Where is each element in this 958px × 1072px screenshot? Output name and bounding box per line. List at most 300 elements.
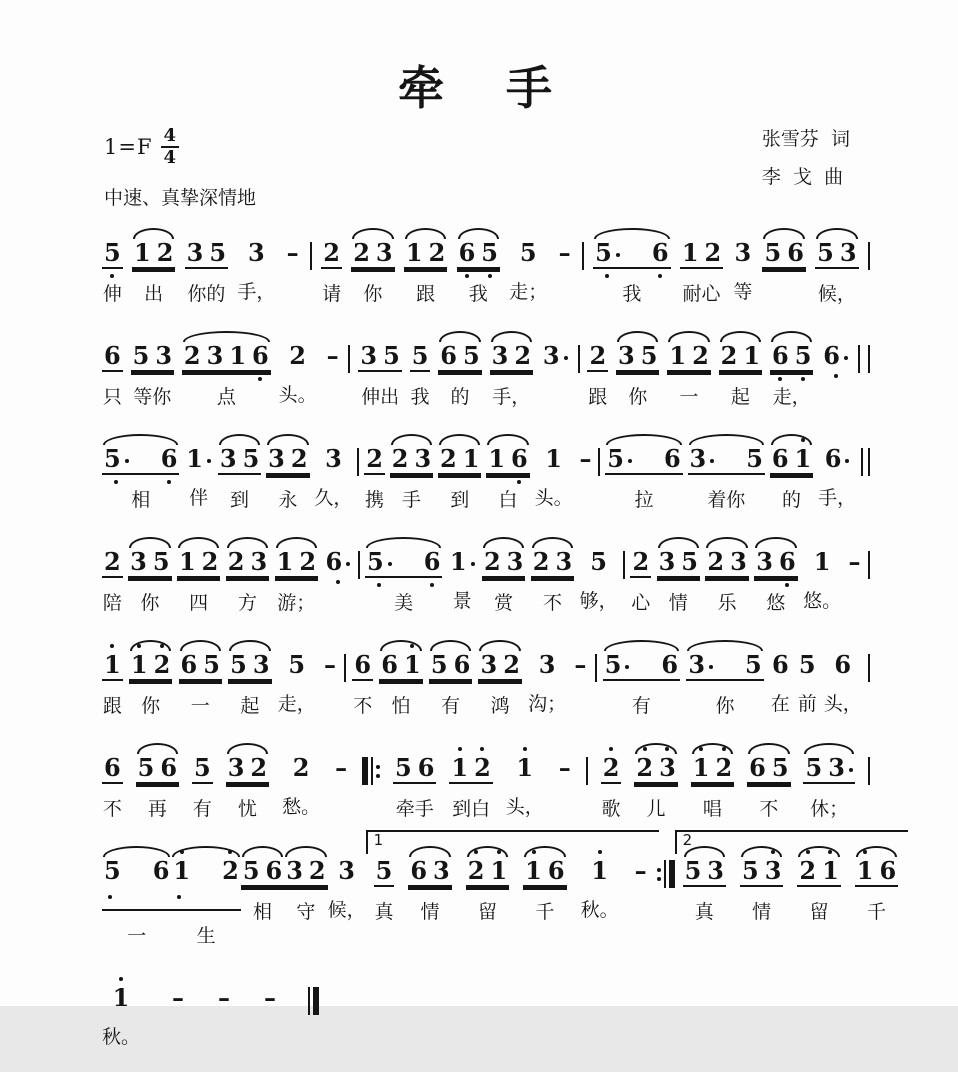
note-digit: 2: [483, 547, 501, 576]
lyric-syllable: 休；: [810, 798, 849, 820]
lyric-syllable: 耐心: [682, 283, 721, 305]
note-digit: 6: [104, 341, 121, 370]
note-beam: [740, 856, 783, 887]
note-group: [102, 432, 179, 512]
note-group: [325, 329, 341, 404]
note: [822, 856, 839, 885]
lyric-syllable: 伴: [189, 487, 209, 509]
note-beam: [588, 547, 609, 576]
volta-number: 2: [682, 831, 693, 849]
note-group: [333, 741, 349, 816]
note-group: [102, 329, 123, 409]
octave-dot-above: [458, 747, 462, 751]
note: [178, 547, 196, 576]
song-title: 牵 手: [398, 61, 560, 115]
lyric-syllable: 起: [240, 695, 260, 717]
note: [634, 856, 647, 885]
note-digit: 1: [104, 650, 121, 679]
note-beam: [438, 341, 481, 372]
note: [828, 753, 853, 782]
note: [555, 547, 573, 576]
note-beam: [514, 753, 535, 782]
note-digit: 5: [137, 753, 155, 782]
note-group: [352, 638, 373, 718]
note: [547, 856, 565, 885]
note: [209, 238, 227, 267]
note-digit: 5: [681, 547, 698, 576]
note-group: [102, 844, 171, 948]
note-digit: 3: [506, 547, 524, 576]
note-group: [762, 226, 805, 303]
note: [692, 341, 709, 370]
note-beam: [129, 650, 172, 681]
octave-dot-below: [785, 583, 789, 587]
lyric-syllable: 不: [759, 798, 779, 820]
note: [681, 547, 698, 576]
note: [112, 983, 130, 1012]
note-digit: 2: [353, 238, 370, 267]
note-digit: 2: [183, 341, 201, 370]
note-group: [275, 535, 318, 615]
note: [715, 753, 733, 782]
lyric-syllable: 到: [450, 489, 470, 511]
note-group: [278, 638, 316, 716]
note-group: [719, 329, 762, 409]
note: [130, 650, 148, 679]
music-system-4: [102, 535, 870, 615]
note-digit: 5: [741, 856, 759, 885]
octave-dot-above: [801, 438, 805, 442]
note: [856, 856, 874, 885]
augmentation-dot: [177, 895, 181, 899]
note: [104, 753, 121, 782]
note-beam: [246, 238, 267, 267]
note-digit: 5: [203, 650, 220, 679]
note: [290, 444, 308, 473]
lyric-syllable: 有: [192, 798, 212, 820]
augmentation-dot: [125, 459, 129, 463]
octave-dot-above: [497, 850, 501, 854]
augmentation-dot: [346, 562, 350, 566]
lyric-syllable: 陪: [102, 592, 122, 614]
note-digit: 1: [186, 444, 203, 473]
lyric-syllable: 一: [679, 386, 699, 408]
note-digit: 3: [689, 444, 707, 473]
note-group: [102, 741, 123, 821]
note-digit: 3: [130, 547, 147, 576]
note: [771, 341, 789, 370]
note-digit: 5: [771, 753, 789, 782]
note: [823, 341, 848, 370]
note-beam: [541, 341, 570, 370]
note-digit: 2: [720, 341, 738, 370]
note: [242, 856, 260, 885]
note-digit: 5: [607, 444, 624, 473]
note: [366, 547, 392, 576]
lyric-syllable: [562, 792, 568, 816]
note: [160, 753, 178, 782]
note: [375, 238, 393, 267]
lyricist-credit: 张雪芬 词: [761, 128, 850, 150]
octave-dot-above: [523, 747, 527, 751]
note-digit: 6: [325, 547, 343, 576]
note-beam: [601, 753, 622, 784]
note-group: [630, 535, 651, 615]
note-beam: [291, 753, 312, 782]
note: [681, 238, 699, 267]
augmentation-dot: [849, 768, 853, 772]
note-group: [824, 638, 862, 716]
note: [104, 547, 121, 576]
lyric-syllable: 点: [216, 386, 236, 408]
note-beam: [537, 650, 558, 679]
octave-dot-above: [665, 747, 669, 751]
note-beam: [691, 753, 734, 784]
octave-dot-below: [801, 377, 805, 381]
note-group: [449, 741, 492, 821]
note: [286, 238, 299, 267]
note-beam: [365, 547, 442, 578]
note-group: [393, 741, 436, 821]
note-digit: 6: [771, 341, 789, 370]
note-group: [581, 844, 619, 924]
note-digit: 1: [178, 547, 196, 576]
note-digit: 5: [132, 341, 150, 370]
note: [423, 547, 441, 576]
note: [354, 650, 372, 679]
lyric-syllable: 你的: [187, 283, 226, 305]
note-digit: 6: [381, 650, 398, 679]
volta-number: 1: [373, 831, 384, 849]
note: [659, 753, 676, 782]
note-digit: 6: [824, 444, 842, 473]
lyric-syllable: 美: [394, 592, 414, 614]
note-digit: 3: [414, 444, 432, 473]
note: [248, 238, 265, 267]
note-digit: 3: [555, 547, 573, 576]
octave-dot-above: [806, 850, 810, 854]
note: [745, 650, 762, 679]
lyric-syllable: 不: [102, 798, 122, 820]
octave-dot-below: [834, 374, 838, 378]
note: [173, 856, 191, 907]
note-group: [323, 535, 352, 610]
note-digit: 3: [542, 341, 560, 370]
note-group: [266, 432, 309, 512]
note-digit: 5: [411, 341, 429, 370]
note: [848, 547, 861, 576]
notation-systems: [102, 226, 897, 1072]
note-digit: 2: [391, 444, 409, 473]
note-beam: [192, 753, 213, 784]
note-digit: 6: [834, 650, 852, 679]
note-digit: 1: [488, 444, 506, 473]
note-group: [216, 971, 232, 1046]
note-beam: [543, 444, 564, 473]
note: [252, 341, 269, 370]
note-digit: 3: [286, 856, 303, 885]
note: [636, 753, 654, 782]
lyric-syllable: [327, 689, 333, 713]
volta-bracket-1: [366, 831, 657, 924]
note-digit: 6: [511, 444, 528, 473]
lyric-syllable: 候，: [817, 283, 856, 305]
note: [430, 650, 448, 679]
lyric-syllable: [338, 792, 344, 816]
note-group: [770, 432, 813, 512]
note-beam: [131, 341, 174, 372]
lyric-syllable: 一: [127, 925, 147, 947]
barline: [623, 551, 625, 579]
repeat-begin-sign: [362, 757, 380, 785]
note-beam: [605, 444, 682, 475]
note-group: [237, 226, 275, 304]
note-beam: [754, 547, 797, 578]
note-beam: [797, 856, 840, 887]
note-digit: 3: [206, 341, 224, 370]
note-group: [691, 741, 734, 821]
note-beam: [733, 238, 754, 267]
note-digit: –: [286, 238, 299, 267]
note-group: [683, 844, 726, 924]
note-group: [506, 741, 544, 819]
note: [325, 444, 342, 473]
lyric-syllable: 你: [628, 386, 648, 408]
note: [227, 753, 245, 782]
note: [663, 444, 681, 473]
note: [153, 650, 171, 679]
octave-dot-above: [722, 747, 726, 751]
note: [591, 856, 608, 885]
lyric-syllable: 着你: [707, 489, 746, 511]
note-digit: 5: [519, 238, 537, 267]
note: [542, 341, 568, 370]
note-digit: 5: [481, 238, 498, 267]
note-beam: [589, 856, 610, 885]
note-digit: 5: [104, 238, 121, 267]
note: [545, 444, 562, 473]
note-beam: [633, 856, 649, 885]
note: [104, 856, 121, 907]
note-beam: [449, 753, 492, 784]
note-beam: [832, 650, 853, 679]
octave-dot-below: [167, 480, 171, 484]
note-digit: 3: [325, 444, 342, 473]
note-group: [192, 741, 213, 821]
note-digit: 3: [338, 856, 355, 885]
note: [704, 238, 722, 267]
note: [607, 444, 632, 473]
note-digit: 1: [743, 341, 761, 370]
note-group: [364, 432, 385, 512]
note-digit: 1: [130, 650, 148, 679]
note-digit: 3: [186, 238, 204, 267]
note-digit: 5: [764, 238, 782, 267]
music-system-3: [102, 432, 870, 512]
note-digit: 6: [160, 444, 178, 473]
note-beam: [325, 341, 341, 370]
barline: [868, 757, 870, 785]
octave-dot-below: [465, 274, 469, 278]
note-beam: [821, 341, 850, 370]
note-group: [321, 226, 342, 306]
note-group: [478, 638, 521, 718]
note-digit: 6: [453, 650, 471, 679]
note-digit: 3: [756, 547, 773, 576]
octave-dot-above: [119, 977, 123, 981]
time-signature-denominator: 4: [163, 146, 177, 168]
note-group: [803, 535, 841, 613]
note-group: [102, 638, 123, 718]
note-group: [429, 638, 472, 718]
barline: [868, 654, 870, 682]
octave-dot-above: [643, 747, 647, 751]
note-digit: 5: [104, 856, 121, 885]
note-beam: [408, 856, 451, 887]
octave-dot-below: [605, 274, 609, 278]
note-digit: 6: [651, 238, 669, 267]
note-digit: 6: [787, 238, 804, 267]
note: [410, 856, 428, 885]
note: [414, 444, 432, 473]
lyric-syllable: 忧: [237, 798, 257, 820]
lyric-syllable: 我: [622, 283, 642, 305]
thick-bar: [313, 987, 319, 1015]
lyric-syllable: 一: [190, 695, 210, 717]
note: [817, 238, 834, 267]
octave-dot-above: [480, 747, 484, 751]
music-system-2: [102, 329, 870, 409]
octave-dot-below: [114, 480, 118, 484]
note: [481, 238, 498, 267]
lyric-syllable: 情: [752, 901, 772, 923]
note-beam: [374, 856, 395, 887]
augmentation-dot: [108, 895, 112, 899]
note: [689, 444, 715, 473]
note-beam: [177, 547, 220, 578]
note-beam: [102, 341, 123, 372]
note: [250, 753, 268, 782]
note-beam: [630, 547, 651, 578]
note-group: [185, 226, 228, 306]
note: [440, 341, 457, 370]
note: [516, 753, 534, 782]
octave-dot-above: [609, 747, 613, 751]
note-group: [572, 638, 588, 713]
note-digit: 5: [746, 444, 763, 473]
lyric-syllable: 头，: [823, 693, 862, 715]
note-beam: [803, 753, 854, 784]
note-group: [603, 638, 680, 718]
note: [590, 547, 607, 576]
note-group: [797, 844, 840, 924]
note-group: [740, 844, 783, 924]
barline: [358, 551, 360, 579]
note-group: [102, 226, 123, 306]
lyric-syllable: 只: [102, 386, 122, 408]
note: [104, 650, 121, 679]
lyric-syllable: 我: [468, 283, 488, 305]
note-digit: 1: [692, 753, 710, 782]
note: [558, 753, 571, 782]
thick-bar: [362, 757, 368, 785]
note-group: [365, 535, 442, 615]
note-digit: 2: [440, 444, 457, 473]
note-digit: 6: [252, 341, 269, 370]
note-group: [733, 226, 754, 304]
repeat-dot: [376, 765, 380, 769]
note-digit: 3: [538, 650, 556, 679]
note-digit: 6: [410, 856, 428, 885]
augmentation-dot: [844, 356, 848, 360]
note-digit: 1: [794, 444, 812, 473]
note-beam: [719, 341, 762, 372]
note: [692, 753, 710, 782]
note-beam: [241, 856, 284, 887]
note-group: [228, 638, 271, 718]
note: [252, 650, 270, 679]
note: [462, 444, 480, 473]
note-digit: 6: [440, 341, 457, 370]
key-signature: 1=F: [104, 134, 153, 159]
note: [834, 650, 852, 679]
note-group: [218, 432, 261, 512]
note-group: [182, 329, 271, 409]
note-group: [102, 971, 140, 1049]
note: [514, 341, 532, 370]
octave-dot-below: [517, 480, 521, 484]
octave-dot-above: [137, 644, 141, 648]
note-group: [314, 432, 352, 510]
lyric-syllable: 赏: [494, 592, 514, 614]
note-digit: 1: [276, 547, 294, 576]
note-beam: [770, 650, 791, 679]
note-beam: [136, 753, 179, 784]
note-beam: [364, 444, 385, 475]
note-group: [633, 844, 649, 924]
note-beam: [572, 650, 588, 679]
note: [463, 341, 480, 370]
note: [734, 238, 752, 267]
lyric-syllable: [330, 380, 336, 404]
note-digit: 3: [734, 238, 752, 267]
note-digit: 3: [491, 341, 509, 370]
note-group: [686, 638, 763, 718]
note-group: [438, 432, 481, 512]
time-signature-numerator: 4: [161, 126, 180, 148]
note-group: [605, 432, 682, 512]
note-digit: 3: [252, 650, 270, 679]
note-digit: 6: [547, 856, 565, 885]
lyric-syllable: 方: [237, 592, 257, 614]
note-digit: 6: [663, 444, 681, 473]
octave-dot-above: [532, 850, 536, 854]
note-digit: –: [326, 341, 339, 370]
note-beam: [557, 753, 573, 782]
note: [618, 341, 635, 370]
note-group: [667, 329, 710, 409]
music-system-7: [102, 831, 897, 948]
note-digit: –: [264, 983, 277, 1012]
note-beam: [705, 547, 748, 578]
note-group: [509, 226, 547, 304]
note-digit: 1: [405, 238, 423, 267]
note-digit: 2: [156, 238, 174, 267]
note-group: [285, 226, 301, 301]
note: [604, 650, 630, 679]
note: [133, 238, 151, 267]
lyric-syllable: 牵手: [395, 798, 434, 820]
